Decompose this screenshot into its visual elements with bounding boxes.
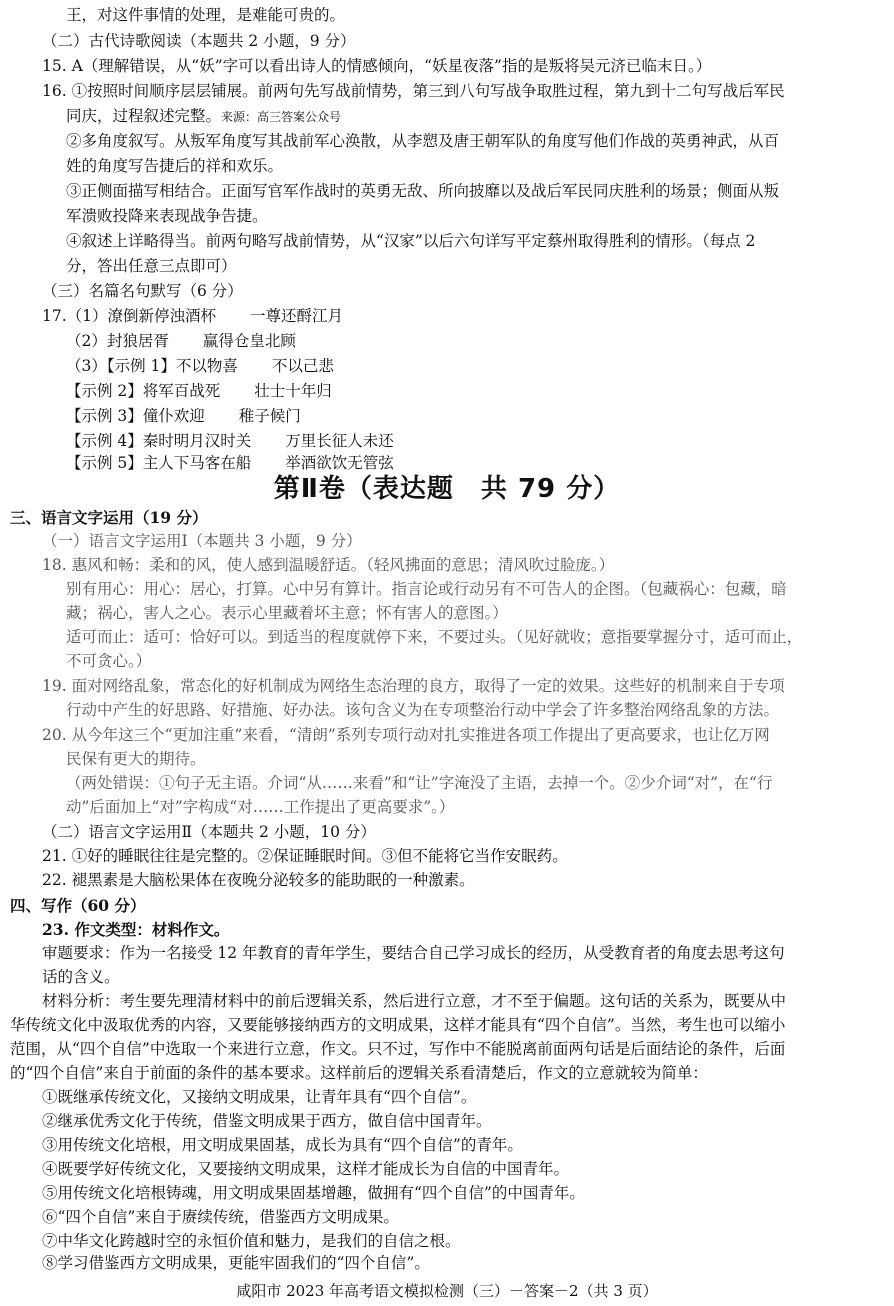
section-heading-language: 三、语言文字运用（19 分） — [10, 508, 208, 527]
text-fragment: （3）【示例 1】不以物喜 — [66, 357, 238, 375]
text-line: 姓的角度写告捷后的祥和欢乐。 — [66, 157, 284, 175]
answer-16: 16. ①按照时间顺序层层铺展。前两句先写战前情势，第三到八句写战争取胜过程，第九到十二句写战后军民 — [42, 82, 785, 100]
text-fragment: 17.（1）潦倒新停浊酒杯 — [42, 307, 217, 325]
text-line: 行动中产生的好思路、好措施、好办法。该句含义为在专项整治行动中学会了许多整治网络乱象的方法。 — [66, 701, 780, 719]
section-heading-recitation: （三）名篇名句默写（6 分） — [42, 282, 243, 300]
text-fragment: 壮士十年归 — [254, 382, 332, 400]
text-fragment: 赢得仓皇北顾 — [202, 332, 296, 350]
text-line: 动”后面加上“对”字构成“对……工作提出了更高要求”。） — [66, 798, 455, 816]
text-line: 军溃败投降来表现战争告捷。 — [66, 207, 268, 225]
list-item: ①既继承传统文化，又接纳文明成果，让青年具有“四个自信”。 — [42, 1088, 477, 1106]
text-fragment: 举酒欲饮无管弦 — [285, 454, 394, 472]
list-item: ②继承优秀文化于传统，借鉴文明成果于西方，做自信中国青年。 — [42, 1112, 492, 1130]
text-line: 的“四个自信”来自于前面的条件的基本要求。这样前后的逻辑关系看清楚后，作文的立意就较为简单： — [10, 1064, 708, 1082]
answer-21: 21. ①好的睡眠往往是完整的。②保证睡眠时间。③但不能将它当作安眠药。 — [42, 847, 568, 865]
text-line: 材料分析：考生要先理清材料中的前后逻辑关系，然后进行立意，才不至于偏题。这句话的关系为，既要从中 — [42, 992, 787, 1010]
answer-17-line — [66, 380, 882, 403]
answer-17-line — [66, 405, 882, 428]
source-note: 来源：高三答案公众号 — [221, 110, 342, 124]
answer-19: 19. 面对网络乱象，常态化的好机制成为网络生态治理的良方，取得了一定的效果。这些好的机制来自于专项 — [42, 677, 785, 695]
section-heading-poetry: （二）古代诗歌阅读（本题共 2 小题，9 分） — [42, 32, 356, 50]
answer-22: 22. 褪黑素是大脑松果体在夜晚分泌较多的能助眠的一种激素。 — [42, 871, 475, 889]
text-line — [66, 105, 882, 129]
text-line: ②多角度叙写。从叛军角度写其战前军心涣散，从李愬及唐王朝军队的角度写他们作战的英勇神武，从百 — [66, 132, 780, 150]
volume-title: 第Ⅱ卷（表达题 共 79 分） — [273, 474, 621, 504]
text-line: ③正侧面描写相结合。正面写官军作战时的英勇无敌、所向披靡以及战后军民同庆胜利的场景；侧面从叛 — [66, 182, 780, 200]
text-fragment: （2）封狼居胥 — [66, 332, 169, 350]
text-fragment: 稚子候门 — [238, 407, 301, 425]
list-item: ⑥“四个自信”来自于赓续传统，借鉴西方文明成果。 — [42, 1208, 399, 1226]
answer-17-line — [66, 430, 882, 453]
list-item: ⑤用传统文化培根铸魂，用文明成果固基增趣，做拥有“四个自信”的中国青年。 — [42, 1184, 585, 1202]
text-line: 范围，从“四个自信”中选取一个来进行立意，作文。只不过，写作中不能脱离前面两句话是后面结论的条件，后面 — [10, 1040, 786, 1058]
list-item: ④既要学好传统文化，又要接纳文明成果，这样才能成长为自信的中国青年。 — [42, 1160, 570, 1178]
answer-20: 20. 从今年这三个“更加注重”来看，“清朗”系列专项行动对扎实推进各项工作提出了更高要求，也让亿万网 — [42, 726, 770, 744]
list-item: ③用传统文化培根，用文明成果固基，成长为具有“四个自信”的青年。 — [42, 1136, 523, 1154]
answer-15: 15. A（理解错误，从“妖”字可以看出诗人的情感倾向，“妖星夜落”指的是叛将吴元济已临末日。） — [42, 57, 712, 75]
text-line: 藏；祸心，害人之心。表示心里藏着坏主意；怀有害人的意图。） — [66, 604, 508, 622]
page-footer: 咸阳市 2023 年高考语文模拟检测（三）－答案－2（共 3 页） — [236, 1282, 658, 1300]
text-line: 华传统文化中汲取优秀的内容，又要能够接纳西方的文明成果，这样才能具有“四个自信”。当然，考生也可以缩小 — [10, 1016, 786, 1034]
text-fragment: 【示例 2】将军百战死 — [66, 382, 221, 400]
text-line: 别有用心：用心：居心，打算。心中另有算计。指言论或行动另有不可告人的企图。（包藏祸心：包藏，暗 — [66, 580, 787, 598]
text-line: 话的含义。 — [42, 968, 120, 986]
answer-17-line — [42, 305, 882, 328]
text-line: 分，答出任意三点即可） — [66, 257, 237, 275]
list-item: ⑧学习借鉴西方文明成果，更能牢固我们的“四个自信”。 — [42, 1254, 430, 1272]
text-fragment: 同庆，过程叙述完整。 — [66, 107, 222, 125]
answer-17-line — [66, 355, 882, 378]
text-line: 不可贪心。） — [66, 652, 152, 670]
text-fragment: 一尊还酹江月 — [250, 307, 344, 325]
text-fragment: 不以己悲 — [271, 357, 334, 375]
answer-23: 23. 作文类型：材料作文。 — [42, 920, 230, 939]
text-line: 民保有更大的期待。 — [66, 750, 206, 768]
text-line: 适可而止：适可：恰好可以。到适当的程度就停下来，不要过头。（见好就收；意指要掌握分寸，适可而止， — [66, 628, 803, 646]
section-heading-language-2: （二）语言文字运用Ⅱ（本题共 2 小题，10 分） — [42, 823, 376, 841]
text-line: ④叙述上详略得当。前两句略写战前情势，从“汉家”以后六句详写平定蔡州取得胜利的情形。（每点 2 — [66, 232, 756, 250]
text-fragment: 万里长征人未还 — [285, 432, 394, 450]
answer-18: 18. 惠风和畅：柔和的风，使人感到温暖舒适。（轻风拂面的意思；清风吹过脸庞。） — [42, 556, 615, 574]
text-fragment: 【示例 5】主人下马客在船 — [66, 454, 252, 472]
text-fragment: 【示例 3】僮仆欢迎 — [66, 407, 205, 425]
text-fragment: 【示例 4】秦时明月汉时关 — [66, 432, 252, 450]
text-line: 审题要求：作为一名接受 12 年教育的青年学生，要结合自己学习成长的经历，从受教育者的角度去思考这句 — [42, 944, 785, 962]
answer-17-line — [66, 330, 882, 353]
list-item: ⑦中华文化跨越时空的永恒价值和魅力，是我们的自信之根。 — [42, 1232, 461, 1250]
section-heading-writing: 四、写作（60 分） — [10, 896, 146, 915]
text-line: 王，对这件事情的处理，是难能可贵的。 — [66, 6, 346, 24]
section-heading-language-1: （一）语言文字运用Ⅰ（本题共 3 小题，9 分） — [42, 532, 362, 550]
text-line: （两处错误：①句子无主语。介词“从……来看”和“让”字淹没了主语，去掉一个。②少介词“对”，在“行 — [66, 774, 773, 792]
